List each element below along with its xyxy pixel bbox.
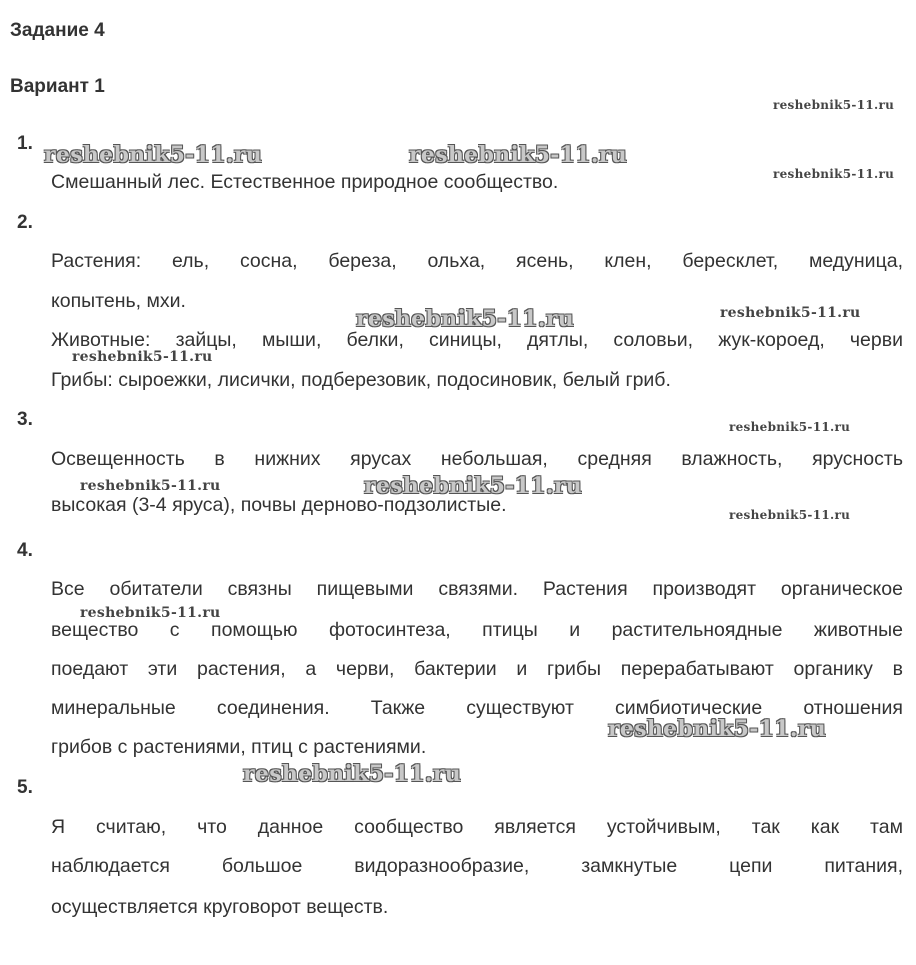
task-4-line-1: Все обитатели связны пищевыми связями. Растения производят органическое: [51, 578, 903, 600]
task-3-line-2: высокая (3-4 яруса), почвы дерново-подзолистые.: [51, 494, 507, 516]
task-number-1: 1.: [17, 133, 33, 154]
watermark: reshebnik5-11.ru: [773, 98, 895, 112]
watermark: reshebnik5-11.ru: [72, 349, 213, 365]
watermark: reshebnik5-11.ru: [409, 142, 628, 168]
watermark: reshebnik5-11.ru: [608, 716, 827, 742]
watermark: reshebnik5-11.ru: [44, 142, 263, 168]
task-3-line-1: Освещенность в нижних ярусах небольшая, средняя влажность, ярусность: [51, 448, 903, 470]
task-title: Задание 4: [10, 20, 105, 41]
watermark: reshebnik5-11.ru: [80, 478, 221, 494]
watermark: reshebnik5-11.ru: [729, 420, 851, 434]
task-5-line-3: осуществляется круговорот веществ.: [51, 896, 389, 918]
task-4-line-4: минеральные соединения. Также существуют симбиотические отношения: [51, 697, 903, 719]
task-4-line-3: поедают эти растения, а черви, бактерии и грибы перерабатывают органику в: [51, 658, 903, 680]
task-5-line-2: наблюдается большое видоразнообразие, замкнутые цепи питания,: [51, 855, 903, 877]
watermark: reshebnik5-11.ru: [364, 473, 583, 499]
variant-title: Вариант 1: [10, 76, 105, 97]
task-number-2: 2.: [17, 212, 33, 233]
task-2-line-1: Растения: ель, сосна, береза, ольха, ясень, клен, бересклет, медуница,: [51, 250, 903, 272]
task-number-4: 4.: [17, 540, 33, 561]
watermark: reshebnik5-11.ru: [773, 167, 895, 181]
watermark: reshebnik5-11.ru: [729, 508, 851, 522]
task-number-5: 5.: [17, 777, 33, 798]
task-2-line-3: Животные: зайцы, мыши, белки, синицы, дятлы, соловьи, жук-короед, черви: [51, 329, 903, 351]
watermark: reshebnik5-11.ru: [243, 761, 462, 787]
watermark: reshebnik5-11.ru: [356, 306, 575, 332]
task-2-line-4: Грибы: сыроежки, лисички, подберезовик, подосиновик, белый гриб.: [51, 369, 671, 391]
task-2-line-2: копытень, мхи.: [51, 290, 186, 312]
task-1-line-1: Смешанный лес. Естественное природное сообщество.: [51, 171, 559, 193]
task-4-line-2: вещество с помощью фотосинтеза, птицы и растительноядные животные: [51, 619, 903, 641]
task-4-line-5: грибов с растениями, птиц с растениями.: [51, 736, 427, 758]
task-number-3: 3.: [17, 409, 33, 430]
task-5-line-1: Я считаю, что данное сообщество является устойчивым, так как там: [51, 816, 903, 838]
watermark: reshebnik5-11.ru: [80, 605, 221, 621]
watermark: reshebnik5-11.ru: [720, 305, 861, 321]
